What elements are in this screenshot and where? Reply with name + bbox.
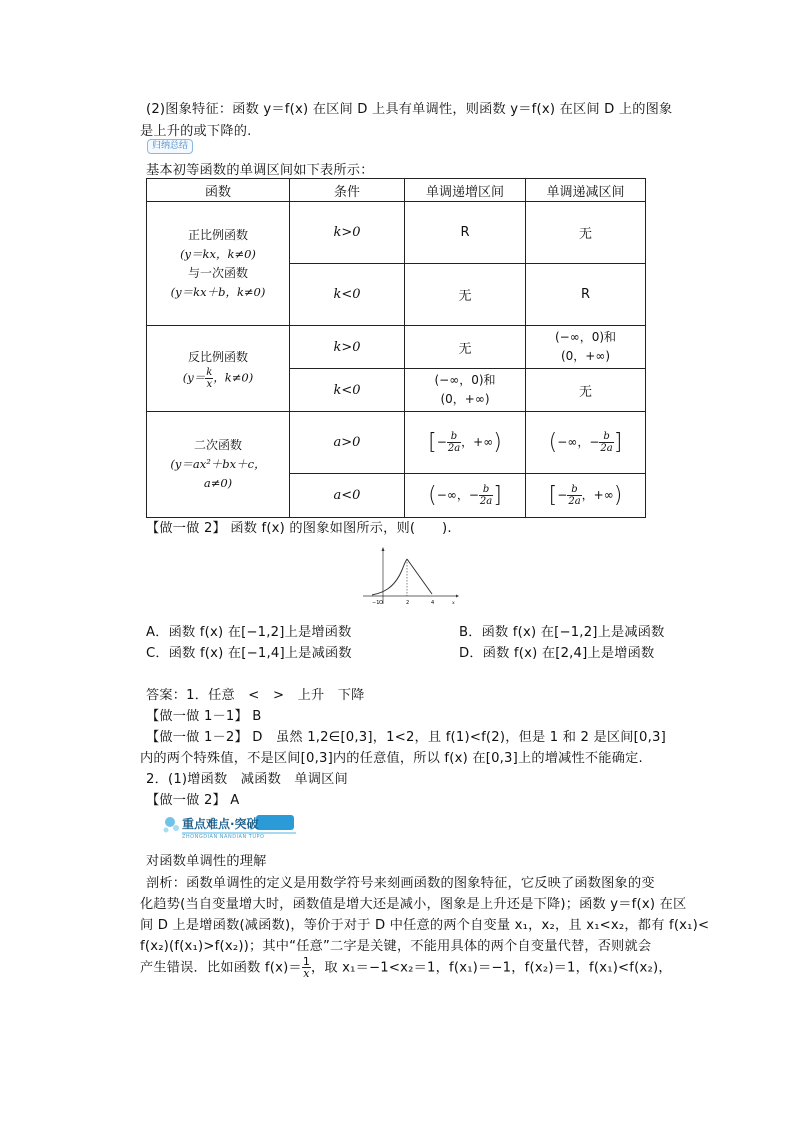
- inverse-cond-pos: k>0: [290, 326, 405, 369]
- answer-line-1: 答案：1．任意 < > 上升 下降: [146, 688, 365, 703]
- linear-function-cell: 正比例函数 (y＝kx，k≠0) 与一次函数 (y＝kx＋b，k≠0): [147, 202, 290, 326]
- key-points-banner: [160, 812, 300, 842]
- inverse-dec-neg: 无: [526, 369, 646, 412]
- quadratic-inc-pos: [− $\frac{b}{2a}$ ，+∞): [405, 412, 526, 474]
- table-caption: 基本初等函数的单调区间如下表所示：: [146, 163, 374, 178]
- tick-4: 4: [431, 600, 435, 606]
- analysis-heading: 对函数单调性的理解: [146, 854, 267, 869]
- quadratic-inc-neg: (−∞，− $\frac{b}{2a}$ ]: [405, 474, 526, 518]
- linear-inc-pos: R: [405, 202, 526, 264]
- intro-line-1: (2)图象特征：函数 y＝f(x) 在区间 D 上具有单调性，则函数 y＝f(x) 在区间 D 上的图象: [146, 102, 673, 117]
- header-function: 函数: [147, 179, 290, 202]
- answer-line-4: 内的两个特殊值，不是区间[0,3]内的任意值，所以 f(x) 在[0,3]上的增减性不能确定.: [140, 751, 643, 766]
- quadratic-function-cell: 二次函数 (y＝ax²＋bx＋c， a≠0): [147, 412, 290, 518]
- answer-line-2: 【做一做 1－1】 B: [146, 709, 262, 724]
- axis-x-label: x: [452, 600, 455, 606]
- linear-dec-pos: 无: [526, 202, 646, 264]
- inverse-function-cell: 反比例函数 (y＝ $\frac{k}{x}$ ，k≠0): [147, 326, 290, 412]
- inverse-dec-pos: (−∞，0)和 (0，+∞): [526, 326, 646, 369]
- answer-line-3: 【做一做 1－2】 D 虽然 1,2∈[0,3]，1<2，且 f(1)<f(2)，但是 1 和 2 是区间[0,3]: [146, 730, 666, 745]
- banner-subtitle: ZHONGDIAN NANDIAN TUPO: [182, 834, 265, 840]
- analysis-line-4: f(x₂)(f(x₁)>f(x₂))；其中“任意”二字是关键，不能用具体的两个自变量代替，否则就会: [140, 939, 652, 954]
- quadratic-dec-pos: (−∞，− $\frac{b}{2a}$ ]: [526, 412, 646, 474]
- quadratic-cond-pos: a>0: [290, 412, 405, 474]
- option-d: D．函数 f(x) 在[2,4]上是增函数: [459, 646, 655, 661]
- intro-line-2: 是上升的或下降的.: [140, 124, 252, 139]
- header-condition: 条件: [290, 179, 405, 202]
- inverse-inc-pos: 无: [405, 326, 526, 369]
- analysis-line-1: 剖析：函数单调性的定义是用数学符号来刻画函数的图象特征，它反映了函数图象的变: [146, 876, 655, 891]
- linear-inc-neg: 无: [405, 264, 526, 326]
- linear-dec-neg: R: [526, 264, 646, 326]
- inverse-inc-neg: (−∞，0)和 (0，+∞): [405, 369, 526, 412]
- tick-neg1: −1: [372, 600, 380, 606]
- analysis-line-2: 化趋势(当自变量增大时，函数值是增大还是减小，图象是上升还是下降)；函数 y＝f(x) 在区: [140, 897, 687, 912]
- banner-title: 重点难点·突破: [182, 817, 259, 831]
- tick-origin: O: [379, 600, 383, 606]
- quadratic-dec-neg: [− $\frac{b}{2a}$ ，+∞): [526, 474, 646, 518]
- answer-line-6: 【做一做 2】 A: [146, 793, 240, 808]
- tick-2: 2: [406, 600, 410, 606]
- summary-tag: 归纳总结: [147, 139, 193, 154]
- inverse-cond-neg: k<0: [290, 369, 405, 412]
- answer-line-5: 2．(1)增函数 减函数 单调区间: [146, 772, 348, 787]
- option-a: A．函数 f(x) 在[−1,2]上是增函数: [146, 625, 352, 640]
- quadratic-cond-neg: a<0: [290, 474, 405, 518]
- linear-cond-neg: k<0: [290, 264, 405, 326]
- linear-cond-pos: k>0: [290, 202, 405, 264]
- monotonic-table: [146, 178, 646, 518]
- analysis-line-3: 间 D 上是增函数(减函数)，等价于对于 D 中任意的两个自变量 x₁，x₂，且 x₁<x₂，都有 f(x₁)<: [140, 918, 710, 933]
- option-c: C．函数 f(x) 在[−1,4]上是减函数: [146, 646, 352, 661]
- header-increasing: 单调递增区间: [405, 179, 526, 202]
- function-graph: [360, 546, 460, 608]
- try2-question: 【做一做 2】 函数 f(x) 的图象如图所示，则( ).: [146, 521, 452, 536]
- header-decreasing: 单调递减区间: [526, 179, 646, 202]
- option-b: B．函数 f(x) 在[−1,2]上是减函数: [459, 625, 665, 640]
- analysis-line-5: 产生错误．比如函数 f(x)＝ $\frac{1}{x}$ ，取 x₁＝−1<x₂＝1，f(x₁)＝−1，f(x₂)＝1，f(x₁)<f(x₂)，: [140, 955, 672, 980]
